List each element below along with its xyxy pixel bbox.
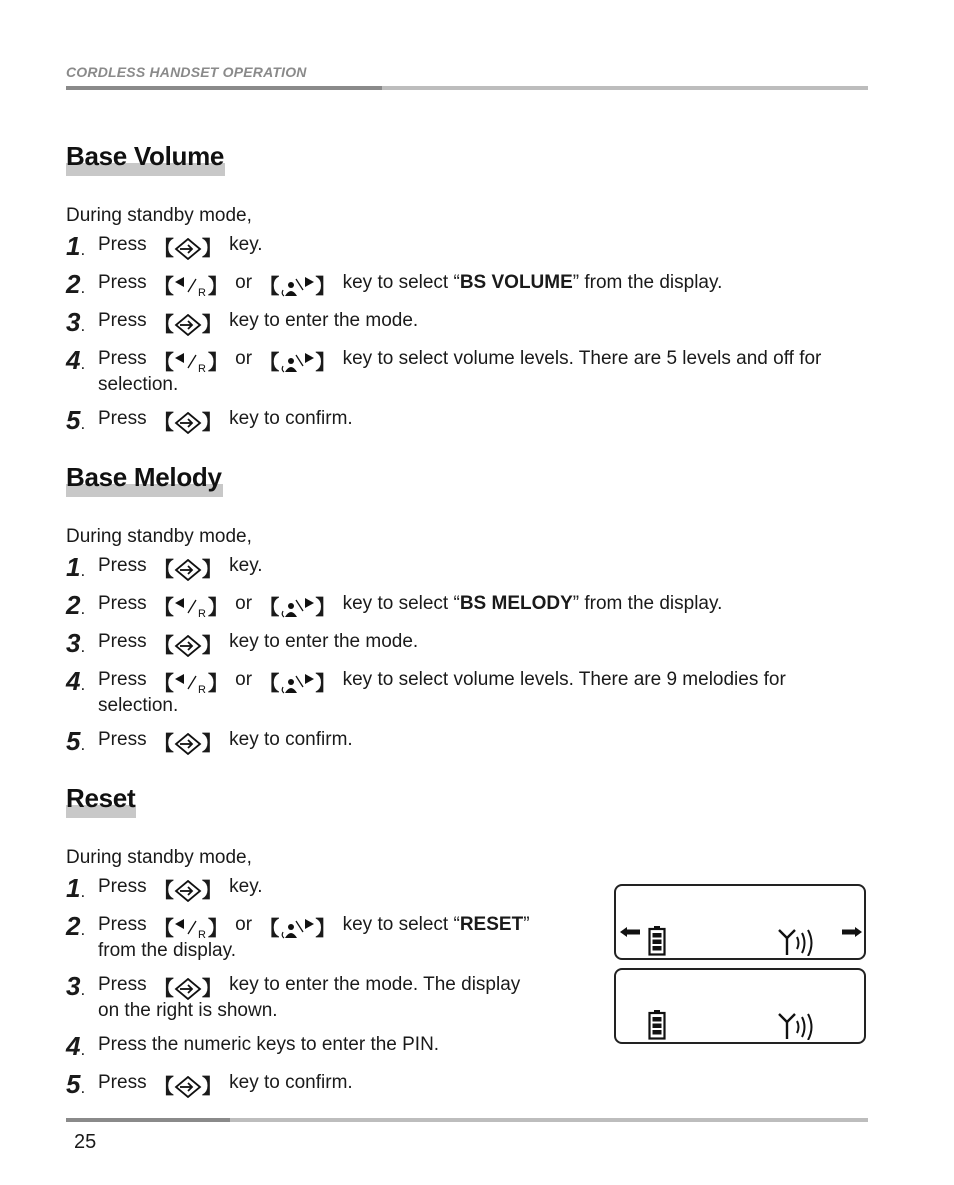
step-item: 3. Press 【 】 key to enter the mode.: [66, 307, 419, 337]
step-item: 5. Press 【 】 key to confirm.: [66, 405, 353, 435]
section-base-volume: [66, 140, 866, 434]
page-number: 25: [74, 1131, 97, 1153]
signal-antenna-icon: [778, 928, 816, 956]
step-item: 2. Press 【 R 】 or 【 】 key to select “BS VOLUME” from the display.: [66, 269, 723, 299]
menu-ok-key-icon: 【 】: [153, 314, 222, 336]
intro-text: During standby mode,: [66, 847, 252, 868]
intro-text: During standby mode,: [66, 205, 252, 226]
footer-rule: [66, 1118, 868, 1122]
battery-icon: [648, 1010, 666, 1040]
header-rule: [66, 86, 868, 90]
section-heading: Reset: [66, 782, 136, 818]
step-item: 5. Press 【 】 key to confirm.: [66, 1069, 353, 1099]
svg-text:R: R: [197, 287, 206, 298]
left-redial-key-icon: 【 R 】: [153, 918, 228, 940]
right-arrow-icon: [840, 926, 862, 938]
step-list: [66, 873, 546, 1099]
step-list: [66, 231, 866, 435]
step-list: [66, 552, 866, 756]
menu-ok-key-icon: 【 】: [153, 880, 222, 902]
step-item: 2. Press 【 R 】 or 【 】 key to select “RESET” from the display.: [66, 911, 530, 961]
step-item: 3. Press 【 】 key to enter the mode.: [66, 628, 419, 658]
left-redial-key-icon: 【 R 】: [153, 276, 228, 298]
left-redial-key-icon: 【 R 】: [153, 352, 228, 374]
menu-ok-key-icon: 【 】: [153, 733, 222, 755]
step-item: 1. Press 【 】 key.: [66, 231, 263, 261]
step-item: 4. Press the numeric keys to enter the PIN.: [66, 1031, 440, 1061]
intro-text: During standby mode,: [66, 526, 252, 547]
menu-ok-key-icon: 【 】: [153, 635, 222, 657]
section-heading: Base Volume: [66, 140, 225, 176]
battery-icon: [648, 926, 666, 956]
signal-antenna-icon: [778, 1012, 816, 1040]
svg-text:R: R: [197, 363, 206, 374]
left-redial-key-icon: 【 R 】: [153, 597, 228, 619]
step-item: 3. Press 【 】 key to enter the mode. The display on the right is shown.: [66, 971, 521, 1021]
menu-ok-key-icon: 【 】: [153, 978, 222, 1000]
section-base-melody: [66, 461, 866, 755]
right-phonebook-key-icon: 【 】: [259, 352, 336, 374]
svg-text:R: R: [197, 684, 206, 695]
step-item: 4. Press 【 R 】 or 【 】 key to select volume levels. There are 9 melodies for selection.: [66, 666, 786, 716]
left-arrow-icon: [620, 926, 642, 938]
lcd-display-bottom: [614, 968, 866, 1044]
step-item: 5. Press 【 】 key to confirm.: [66, 726, 353, 756]
right-phonebook-key-icon: 【 】: [259, 918, 336, 940]
svg-text:R: R: [197, 608, 206, 619]
right-phonebook-key-icon: 【 】: [259, 597, 336, 619]
running-header: CORDLESS HANDSET OPERATION: [66, 64, 307, 80]
right-phonebook-key-icon: 【 】: [259, 673, 336, 695]
menu-ok-key-icon: 【 】: [153, 238, 222, 260]
section-reset: [66, 782, 546, 1098]
step-item: 1. Press 【 】 key.: [66, 552, 263, 582]
step-item: 2. Press 【 R 】 or 【 】 key to select “BS MELODY” from the display.: [66, 590, 723, 620]
menu-ok-key-icon: 【 】: [153, 1076, 222, 1098]
section-heading: Base Melody: [66, 461, 223, 497]
right-phonebook-key-icon: 【 】: [259, 276, 336, 298]
step-item: 1. Press 【 】 key.: [66, 873, 263, 903]
left-redial-key-icon: 【 R 】: [153, 673, 228, 695]
step-item: 4. Press 【 R 】 or 【 】 key to select volume levels. There are 5 levels and off for selection.: [66, 345, 822, 395]
menu-ok-key-icon: 【 】: [153, 412, 222, 434]
svg-text:R: R: [197, 929, 206, 940]
menu-ok-key-icon: 【 】: [153, 559, 222, 581]
lcd-display-top: [614, 884, 866, 960]
